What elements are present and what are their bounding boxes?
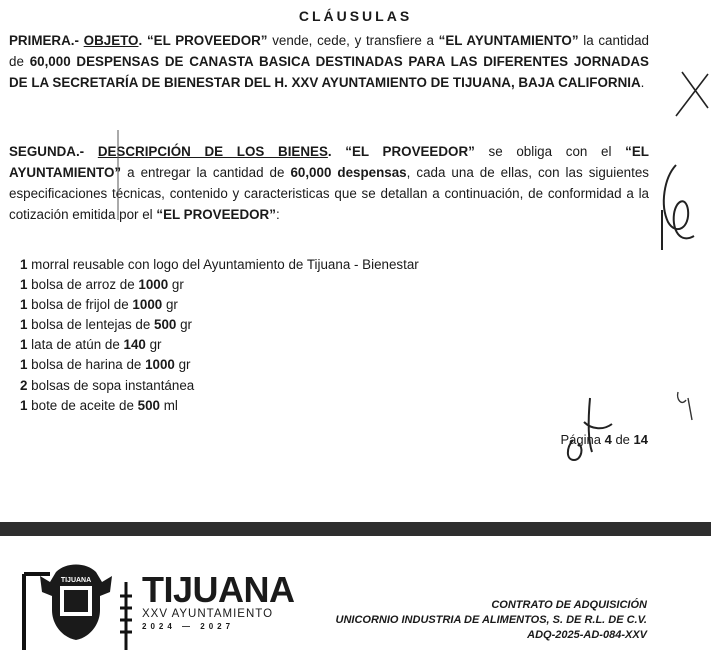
item-amount: 1000	[132, 297, 163, 313]
item-text: bolsa de arroz de	[27, 277, 139, 293]
clause-first-label: PRIMERA.-	[9, 33, 79, 48]
clause-second-text2: a entregar la cantidad de	[121, 165, 291, 180]
contract-company: UNICORNIO INDUSTRIA DE ALIMENTOS, S. DE R.L. DE C.V.	[335, 614, 647, 626]
item-text: bote de aceite de	[27, 397, 138, 413]
crest-label: TIJUANA	[60, 577, 92, 584]
signature-initial-right	[664, 165, 694, 238]
clause-first-bold-tail: 60,000 DESPENSAS DE CANASTA BASICA DESTINADAS PARA LAS DIFERENTES JORNADAS DE LA SECRETARÍA DE BIENESTAR DEL H. XXV AYUNTAMIENTO DE TIJUANA, BAJA CALIFORNIA	[9, 54, 649, 90]
item-qty: 1	[20, 337, 28, 353]
item-unit: gr	[176, 317, 192, 333]
page-word: Página	[560, 432, 605, 447]
footer-band	[0, 522, 711, 536]
brand-years: 2024 — 2027	[142, 622, 235, 631]
item-qty: 1	[20, 257, 28, 272]
item-qty: 1	[20, 357, 28, 373]
clause-second-subject-dot: .	[327, 144, 332, 159]
item-text: lata de atún de	[27, 337, 124, 353]
item-qty: 2	[20, 377, 28, 393]
clause-first-text1: vende, cede, y transfiere a	[267, 33, 439, 48]
item-unit: gr	[174, 357, 191, 373]
clause-second-text3: , cada una de ellas, con las siguientes especificaciones técnicas, contenido y caracteristicas que se detallan a continuación, de conformidad a la cotización emitida por el	[9, 165, 649, 222]
page-total: 14	[633, 432, 648, 447]
item-text: morral reusable con logo del Ayuntamiento de Tijuana - Bienestar	[27, 257, 419, 272]
item-amount: 1000	[145, 357, 175, 373]
item-unit: gr	[168, 277, 184, 293]
clauses-title: CLÁUSULAS	[298, 8, 413, 24]
item-text: bolsa de frijol de	[27, 297, 133, 313]
city-crest-icon	[16, 552, 136, 652]
clause-first-subject-dot: .	[138, 33, 143, 48]
brand-name: TIJUANA	[142, 569, 295, 610]
clause-first-subject: OBJETO	[83, 33, 139, 48]
item-qty: 1	[20, 397, 28, 413]
item-amount: 500	[137, 397, 160, 413]
clause-second-subject: DESCRIPCIÓN DE LOS BIENES	[97, 144, 328, 159]
clause-first-end: .	[640, 75, 645, 90]
clause-first-city: “EL AYUNTAMIENTO”	[438, 33, 579, 48]
clause-second-label: SEGUNDA.-	[9, 144, 85, 159]
item-amount: 140	[123, 337, 146, 353]
item-amount: 500	[154, 317, 177, 333]
contract-number: ADQ-2025-AD-084-XXV	[527, 629, 647, 641]
item-qty: 1	[20, 277, 28, 293]
clause-second-city: “EL AYUNTAMIENTO”	[9, 144, 649, 180]
item-amount: 1000	[138, 277, 169, 293]
signature-page	[568, 398, 612, 460]
footer	[0, 536, 711, 669]
item-text: bolsa de lentejas de	[27, 317, 155, 333]
contract-info	[336, 598, 648, 643]
clause-second-qty: 60,000 despensas	[290, 165, 407, 180]
item-text: bolsa de harina de	[27, 357, 146, 373]
clause-first-text2: la cantidad de	[9, 33, 649, 69]
contract-type: CONTRATO DE ADQUISICIÓN	[491, 599, 647, 611]
item-qty: 1	[20, 297, 28, 313]
item-unit: gr	[145, 337, 162, 353]
clause-second-supplier2: “EL PROVEEDOR”	[156, 207, 276, 222]
signature-small	[678, 392, 692, 420]
item-unit: ml	[159, 397, 178, 413]
item-text: bolsas de sopa instantánea	[27, 377, 195, 393]
clause-second-end: :	[275, 207, 280, 222]
signature-x-mark	[676, 72, 708, 116]
clause-second-text1: se obliga con el	[474, 144, 626, 159]
brand-subtitle: XXV AYUNTAMIENTO	[142, 608, 274, 620]
page-of: de	[611, 432, 634, 447]
page-current: 4	[604, 432, 612, 447]
item-unit: gr	[162, 297, 178, 313]
item-qty: 1	[20, 317, 28, 333]
clause-second-supplier: “EL PROVEEDOR”	[345, 144, 475, 159]
clause-first-supplier: “EL PROVEEDOR”	[146, 33, 268, 48]
